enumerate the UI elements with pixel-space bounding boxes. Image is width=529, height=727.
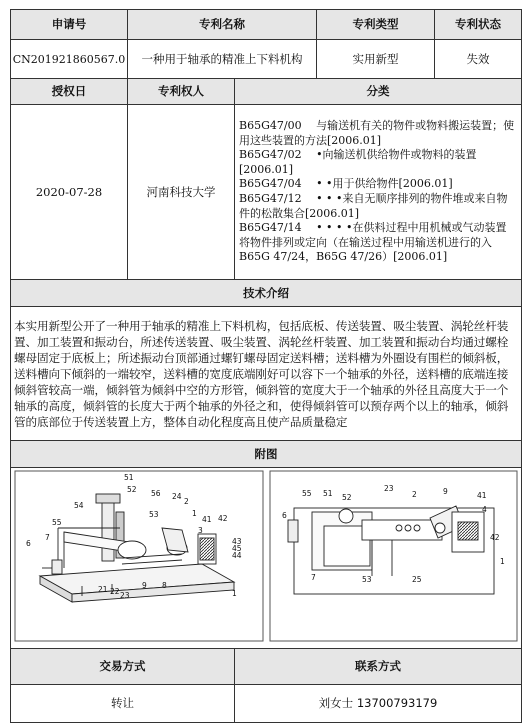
holder-value: 河南科技大学 — [128, 105, 235, 280]
fig-label: 55 — [301, 489, 312, 498]
classification-item: B65G47/14 • • • •在供料过程中用机械或气动装置将物件排列或定向（在输送过程中用输送机进行的入B65G 47/24，B65G 47/26）[2006.01] — [239, 221, 507, 264]
fig-label: 51 — [322, 489, 333, 498]
right-machine-drawing — [288, 506, 494, 594]
trade-method-header: 交易方式 — [11, 649, 235, 685]
fig-label: 45 — [231, 544, 242, 553]
patent-sheet — [10, 9, 521, 720]
fig-label: 4 — [481, 505, 487, 514]
fig-label: 52 — [126, 485, 137, 494]
fig-label: 51 — [123, 473, 134, 482]
classification-item: B65G47/02 •向输送机供给物件或物料的装置[2006.01] — [239, 148, 477, 176]
fig-label: 42 — [217, 514, 228, 523]
app-no-value: CN201921860567.0 — [11, 40, 128, 79]
fig-label: 9 — [141, 581, 147, 590]
fig-label: 55 — [51, 518, 62, 527]
fig-label: 25 — [411, 575, 422, 584]
fig-label: 53 — [361, 575, 372, 584]
fig-label: 6 — [281, 511, 287, 520]
figure-cell — [11, 468, 522, 649]
patent-status-value: 失效 — [435, 40, 522, 79]
fig-label: 2 — [183, 497, 189, 506]
fig-label: 7 — [44, 533, 50, 542]
fig-label: 6 — [25, 539, 31, 548]
fig-label: 23 — [383, 484, 394, 493]
fig-label: 1 — [231, 589, 237, 598]
grant-date-value: 2020-07-28 — [11, 105, 128, 280]
patent-type-value: 实用新型 — [317, 40, 435, 79]
left-machine-drawing — [40, 494, 234, 602]
fig-label: 1 — [499, 557, 505, 566]
fig-label: 42 — [489, 533, 500, 542]
figure-drawings — [12, 468, 521, 644]
patent-table — [10, 9, 522, 723]
fig-label: 8 — [161, 581, 167, 590]
grant-date-header: 授权日 — [11, 79, 128, 105]
fig-label: 3 — [197, 526, 203, 535]
patent-type-header: 专利类型 — [317, 10, 435, 40]
fig-label: 54 — [73, 501, 84, 510]
fig-label: 22 — [109, 587, 120, 596]
fig-label: 24 — [171, 492, 182, 501]
trade-method-value: 转让 — [11, 685, 235, 723]
fig-label: 43 — [231, 537, 242, 546]
contact-header: 联系方式 — [235, 649, 522, 685]
classification-list — [235, 105, 522, 280]
fig-label: 2 — [411, 490, 417, 499]
fig-label: 52 — [341, 493, 352, 502]
fig-label: 9 — [442, 487, 448, 496]
classification-item: B65G47/00 与输送机有关的物件或物料搬运装置；使用这些装置的方法[2006.01] — [239, 119, 515, 147]
fig-label: 41 — [476, 491, 487, 500]
fig-label: 1 — [191, 509, 197, 518]
figure-header: 附图 — [11, 441, 522, 468]
intro-header: 技术介绍 — [11, 280, 522, 307]
fig-label: 7 — [310, 573, 316, 582]
patent-name-header: 专利名称 — [128, 10, 317, 40]
classification-header: 分类 — [235, 79, 522, 105]
fig-label: 56 — [150, 489, 161, 498]
classification-item: B65G47/12 • • •来自无顺序排列的物件堆或来自物件的松散集合[2006.01] — [239, 192, 508, 220]
fig-label: 23 — [119, 591, 130, 600]
classification-item: B65G47/04 • •用于供给物件[2006.01] — [239, 177, 453, 191]
app-no-header: 申请号 — [11, 10, 128, 40]
fig-label: 53 — [148, 510, 159, 519]
patent-name-value: 一种用于轴承的精准上下料机构 — [128, 40, 317, 79]
patent-status-header: 专利状态 — [435, 10, 522, 40]
fig-label: 21 — [97, 585, 108, 594]
contact-value: 刘女士 13700793179 — [235, 685, 522, 723]
holder-header: 专利权人 — [128, 79, 235, 105]
intro-text: 本实用新型公开了一种用于轴承的精准上下料机构，包括底板、传送装置、吸尘装置、涡轮丝杆装置、加工装置和振动台，所述传送装置、吸尘装置、涡轮丝杆装置、加工装置和振动台均通过螺栓螺母固定于底板上；所述振动台顶部通过螺钉螺母固定送料槽；送料槽为外圈设有围栏的倾斜板，送料槽向下倾斜的一端较窄，送料槽的宽度底端刚好可以容下一个轴承的外径，送料槽的底端连接倾斜管较高一端，倾斜管为倾斜中空的方形管，倾斜管的宽度大于一个轴承的外径且高度大于一个轴承的高度，倾斜管的长度大于两个轴承的外径之和，使得倾斜管可以预存两个以上的轴承，倾斜管的底部位于传送装置上方，整体自动化程度高且使产品质量稳定 — [11, 307, 522, 441]
fig-label: 41 — [201, 515, 212, 524]
fig-label: 44 — [231, 551, 242, 560]
